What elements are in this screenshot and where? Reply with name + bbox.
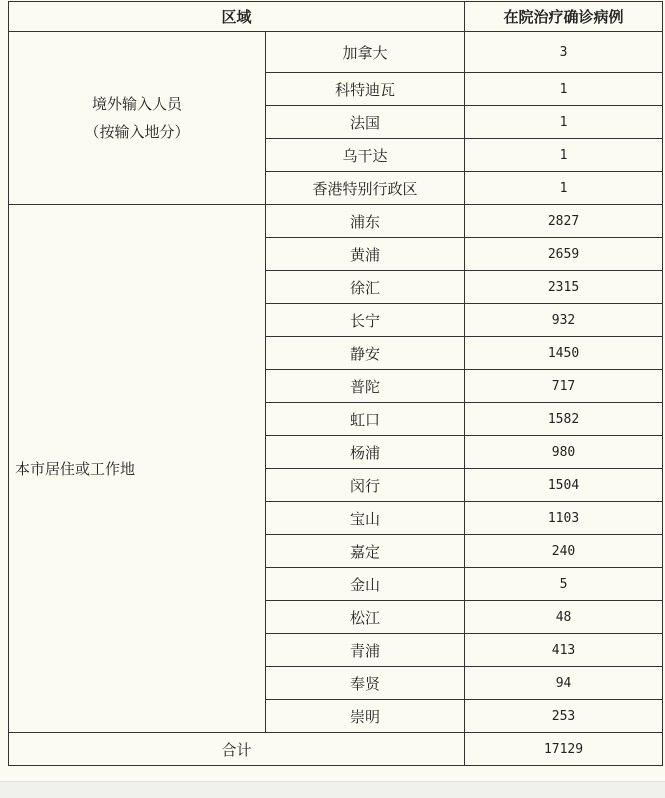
region-name: 加拿大 [266,32,465,73]
region-name: 徐汇 [266,271,465,304]
region-name: 杨浦 [266,436,465,469]
case-count: 932 [465,304,663,337]
case-count: 1 [465,73,663,106]
region-name: 香港特别行政区 [266,172,465,205]
case-count: 1450 [465,337,663,370]
case-count: 94 [465,667,663,700]
table-row [9,205,663,238]
total-label: 合计 [9,733,465,766]
case-count: 717 [465,370,663,403]
case-count: 1504 [465,469,663,502]
header-region: 区域 [9,2,465,32]
region-name: 宝山 [266,502,465,535]
case-count: 2659 [465,238,663,271]
case-count: 1103 [465,502,663,535]
region-name: 浦东 [266,205,465,238]
case-count: 253 [465,700,663,733]
region-name: 长宁 [266,304,465,337]
case-count: 980 [465,436,663,469]
case-count: 1 [465,139,663,172]
group-label-imported-line1: 境外输入人员 [91,95,182,113]
case-count: 240 [465,535,663,568]
cases-table [8,1,663,766]
group-label-imported-line2: （按输入地分） [84,123,190,141]
region-name: 金山 [266,568,465,601]
region-name: 法国 [266,106,465,139]
case-count: 1 [465,106,663,139]
table-header-row [9,2,663,32]
case-count: 1582 [465,403,663,436]
case-count: 413 [465,634,663,667]
region-name: 黄浦 [266,238,465,271]
region-name: 崇明 [266,700,465,733]
region-name: 科特迪瓦 [266,73,465,106]
header-cases: 在院治疗确诊病例 [465,2,663,32]
case-count: 2315 [465,271,663,304]
case-count: 3 [465,32,663,73]
table-row [9,32,663,73]
case-count: 1 [465,172,663,205]
region-name: 奉贤 [266,667,465,700]
page-bottom-strip [0,781,665,798]
region-name: 虹口 [266,403,465,436]
region-name: 闵行 [266,469,465,502]
case-count: 5 [465,568,663,601]
case-count: 48 [465,601,663,634]
group-label-imported [9,32,266,205]
region-name: 松江 [266,601,465,634]
region-name: 乌干达 [266,139,465,172]
region-name: 青浦 [266,634,465,667]
total-value: 17129 [465,733,663,766]
group-label-local: 本市居住或工作地 [9,205,266,733]
region-name: 嘉定 [266,535,465,568]
region-name: 静安 [266,337,465,370]
region-name: 普陀 [266,370,465,403]
total-row [9,733,663,766]
case-count: 2827 [465,205,663,238]
